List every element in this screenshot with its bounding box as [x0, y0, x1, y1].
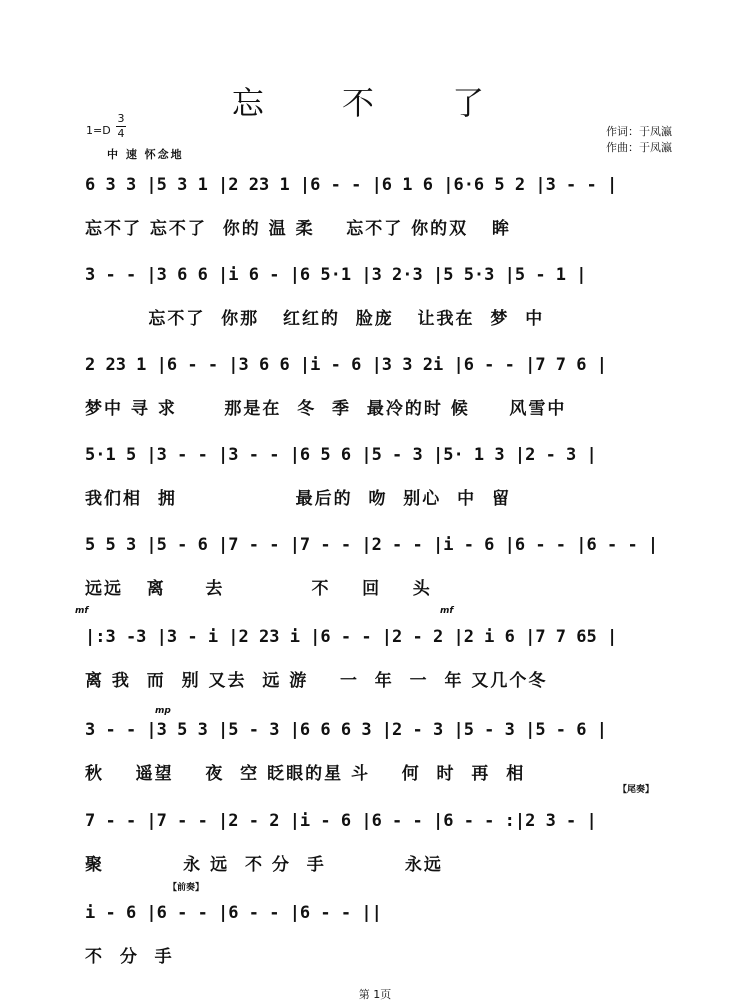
time-numerator: 3 [117, 112, 125, 125]
song-title: 忘 不 了 [231, 84, 519, 122]
score-row-7 [85, 715, 705, 784]
lyrics-row-6: 离 我 而 别 又去 远 游 一 年 一 年 又几个冬 [85, 671, 548, 691]
lyrics-row-7: 秋 遥望 夜 空 眨眼的星 斗 何 时 再 相 [85, 764, 526, 784]
notes-row-4: 5·1 5 |3 - - |3 - - |6 5 6 |5 - 3 |5· 1 3 |2 - 3 | [85, 445, 597, 465]
time-signature [116, 113, 126, 140]
lyrics-row-5: 远远 离 去 不 回 头 [85, 579, 432, 599]
dynamic-mf-2: mf [440, 606, 454, 616]
coda-tag-1: 【尾奏】 [618, 785, 655, 795]
dynamic-mp: mp [155, 706, 171, 716]
score-row-8 [85, 806, 705, 875]
notes-row-2: 3 - - |3 6 6 |i 6 - |6 5·1 |3 2·3 |5 5·3 |5 - 1 | [85, 265, 587, 285]
lyrics-row-4: 我们相 拥 最后的 吻 别心 中 留 [85, 489, 511, 509]
score-row-1 [85, 170, 705, 239]
score-row-4 [85, 440, 705, 509]
notes-row-9: i - 6 |6 - - |6 - - |6 - - || [85, 903, 382, 923]
score-row-3 [85, 350, 705, 419]
tempo-marking: 中 速 怀念地 [107, 148, 184, 161]
lyrics-row-2: 忘不了 你那 红红的 脸庞 让我在 梦 中 [85, 309, 545, 329]
key-signature: 1=D [86, 124, 111, 137]
notes-row-5: 5 5 3 |5 - 6 |7 - - |7 - - |2 - - |i - 6 |6 - - |6 - - | [85, 535, 659, 555]
dynamic-mf-1: mf [75, 606, 89, 616]
time-denominator: 4 [117, 127, 125, 140]
notes-row-1: 6 3 3 |5 3 1 |2 23 1 |6 - - |6 1 6 |6·6 5 2 |3 - - | [85, 175, 618, 195]
lyrics-row-9: 不 分 手 [85, 947, 174, 967]
coda-tag-2: 【前奏】 [168, 883, 205, 893]
credits [606, 124, 672, 156]
score-row-6 [85, 622, 705, 691]
notes-row-7: 3 - - |3 5 3 |5 - 3 |6 6 6 3 |2 - 3 |5 - 3 |5 - 6 | [85, 720, 607, 740]
lyrics-row-8: 聚 永 远 不 分 手 永远 [85, 855, 443, 875]
lyrics-row-1: 忘不了 忘不了 你的 温 柔 忘不了 你的双 眸 [85, 219, 511, 239]
page-footer: 第 1页 [358, 988, 392, 1001]
composer: 作曲：于凤瀛 [606, 141, 672, 154]
lyrics-row-3: 梦中 寻 求 那是在 冬 季 最冷的时 候 风雪中 [85, 399, 567, 419]
notes-row-8: 7 - - |7 - - |2 - 2 |i - 6 |6 - - |6 - - :|2 3 - | [85, 811, 597, 831]
notes-row-3: 2 23 1 |6 - - |3 6 6 |i - 6 |3 3 2i |6 - - |7 7 6 | [85, 355, 607, 375]
score-row-5 [85, 530, 705, 599]
notes-row-6: |:3 -3 |3 - i |2 23 i |6 - - |2 - 2 |2 i 6 |7 7 65 | [85, 627, 618, 647]
score-row-9 [85, 898, 705, 967]
score-row-2 [85, 260, 705, 329]
lyricist: 作词：于凤瀛 [606, 125, 672, 138]
